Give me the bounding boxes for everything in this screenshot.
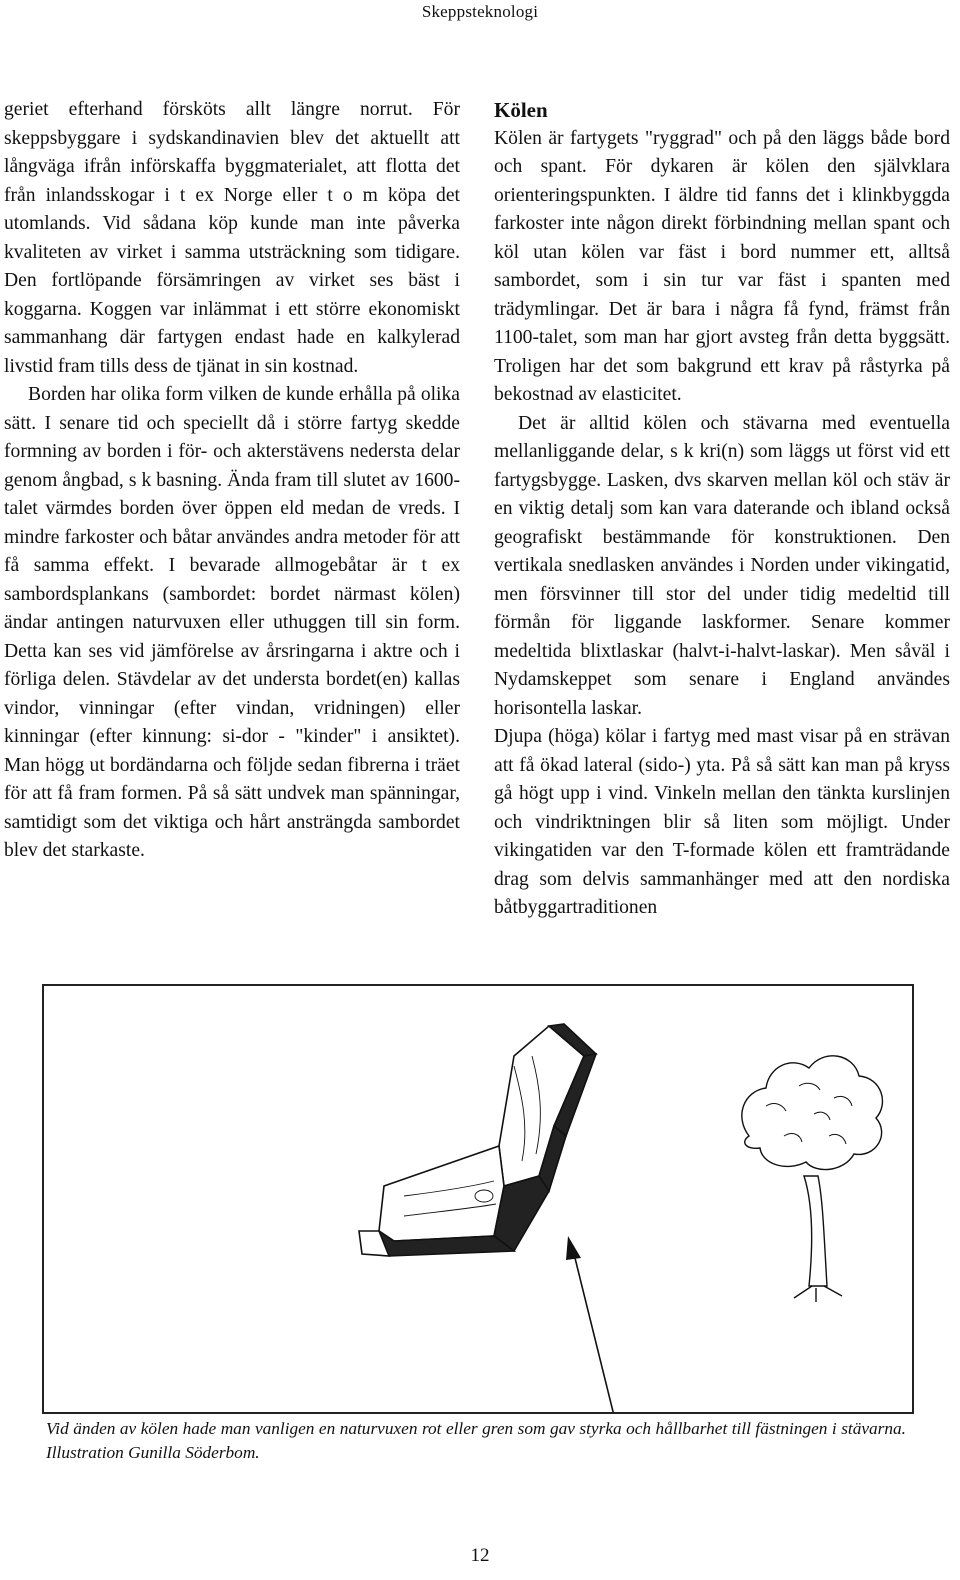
keel-illustration-frame (42, 984, 914, 1414)
pointer-arrow (566, 1236, 624, 1412)
stem-with-root (359, 1024, 596, 1256)
right-paragraph-1: Kölen är fartygets "ryggrad" och på den läggs både bord och spant. För dykaren är kölen den självklara orienteringspunkten. I äldre tid fanns det i klinkbyggda farkoster inte någon direkt förbindning mellan spant och köl utan kölen var fäst i bord nummer ett, alltså sambordet, som i sin tur var fäst i spanten med trädymlingar. Det är bara i några få fynd, främst från 1100-talet, som man har gjort avsteg från detta byggsätt. Troligen har det som bakgrund ett krav på råstyrka på bekostnad av elasticitet. (494, 127, 950, 405)
right-paragraph-3: Djupa (höga) kölar i fartyg med mast visar på en strävan att få ökad lateral (sido-) yta. På så sätt kan man på kryss gå högt upp i vind. Vinkeln mellan den tänkta kurslinjen och vindriktningen blir så liten som möjligt. Under vikingatiden var den T-formade kölen ett framträdande drag som delvis sammanhänger med att den nordiska båtbyggartraditionen (494, 726, 950, 918)
keel-drawing (44, 986, 912, 1412)
tree-icon (742, 1056, 883, 1302)
left-paragraph-2: Borden har olika form vilken de kunde erhålla på olika sätt. I senare tid och speciellt då i större fartyg skedde formning av borden i för- och akterstävens nedersta delar genom ångbad, s k basning. Ända fram till slutet av 1600-talet värmdes borden över öppen eld medan de vreds. I mindre farkoster och båtar användes andra metoder för att få samma effekt. I bevarade allmogebåtar är t ex sambordsplankans (sambordet: bordet närmast kölen) ändar antingen naturvuxen eller uthuggen till sin form. Detta kan ses vid jämförelse av årsringarna i aktre och i förliga delen. Stävdelar av det understa bordet(en) kallas vindor, vinningar (efter vindan, vridningen) eller kinningar (efter kinnung: si-dor - "kinder" i ansiktet). Man högg ut bordändarna och följde sedan fibrerna i träet för att få fram formen. På så sätt undvek man spänningar, samtidigt som det viktiga och hårt ansträngda sambordet blev det starkaste. (4, 384, 460, 861)
figure-caption: Vid änden av kölen hade man vanligen en naturvuxen rot eller gren som gav styrka och hållbarhet till fästningen i stävarna. Illustration Gunilla Söderbom. (46, 1419, 906, 1462)
page-number: 12 (470, 1545, 490, 1566)
left-paragraph-1: geriet efterhand försköts allt längre norrut. För skeppsbyggare i sydskandinavien blev det aktuellt att långväga ifrån införskaffa byggmaterialet, att flotta det från inlandsskogar i t ex Norge eller t o m köpa det utomlands. Vid sådana köp kunde man inte påverka kvaliteten av virket i samma utsträckning som tidigare. Den fortlöpande försämringen av virket ses bäst i koggarna. Koggen var inlämmat i ett större ekonomiskt sammanhang där fartygen endast hade en kalkylerad livstid fram tills dess de tjänat in sin kostnad. (4, 99, 460, 377)
left-column (4, 96, 460, 866)
right-paragraph-2: Det är alltid kölen och stävarna med eventuella mellanliggande delar, s k kri(n) som läggs ut först vid ett fartygsbygge. Lasken, dvs skarven mellan köl och stäv är en viktig detalj som kan vara daterande och ibland också geografiskt bestämmande för konstruktionen. Den vertikala snedlasken användes i Norden under vikingatid, men försvinner till stor del under tidig medeltid till förmån för liggande laskformer. Senare kommer medeltida blixtlaskar (halvt-i-halvt-laskar). Men såväl i Nydamskeppet som senare i England användes horisontella laskar. (494, 412, 950, 719)
section-heading-kolen: Kölen (494, 98, 548, 122)
running-header: Skeppsteknologi (421, 2, 539, 21)
right-column (494, 96, 950, 923)
